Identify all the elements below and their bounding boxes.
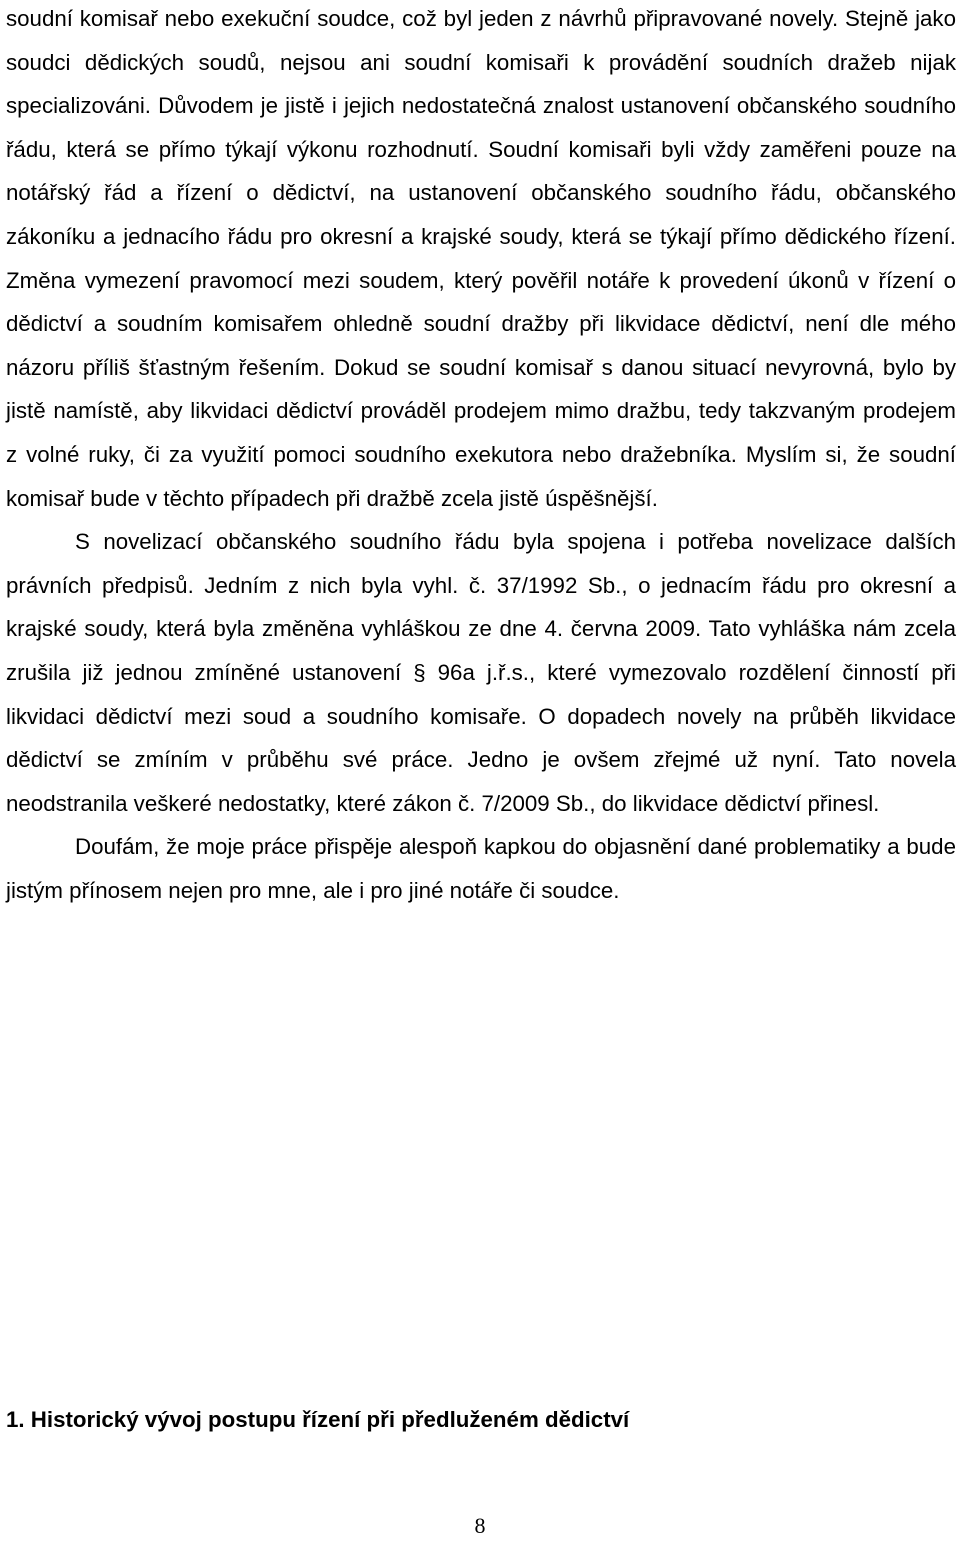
paragraph-conclusion: Doufám, že moje práce přispěje alespoň kapkou do objasnění dané problematiky a bude jistým přínosem nejen pro mne, ale i pro jiné notáře či soudce. (6, 834, 956, 903)
section-heading: 1. Historický vývoj postupu řízení při předluženém dědictví (6, 1407, 630, 1432)
page-number: 8 (474, 1513, 486, 1538)
paragraph-novelization: S novelizací občanského soudního řádu byla spojena i potřeba novelizace dalších právních předpisů. Jedním z nich byla vyhl. č. 37/1992 Sb., o jednacím řádu pro okresní a krajské soudy, která byla změněna vyhláškou ze dne 4. června 2009. Tato vyhláška nám zcela zrušila již jednou zmíněné ustanovení § 96a j.ř.s., které vymezovalo rozdělení činností při likvidaci dědictví mezi soud a soudního komisaře. O dopadech novely na průběh likvidace dědictví se zmíním v průběhu své práce. Jedno je ovšem zřejmé už nyní. Tato novela neodstranila veškeré nedostatky, které zákon č. 7/2009 Sb., do likvidace dědictví přinesl. (6, 529, 956, 816)
document-body (6, 0, 956, 912)
paragraph-continuation: soudní komisař nebo exekuční soudce, což byl jeden z návrhů připravované novely. Stejně jako soudci dědických soudů, nejsou ani soudní komisaři k provádění soudních dražeb nijak specializováni. Důvodem je jistě i jejich nedostatečná znalost ustanovení občanského soudního řádu, která se přímo týkají výkonu rozhodnutí. Soudní komisaři byli vždy zaměřeni pouze na notářský řád a řízení o dědictví, na ustanovení občanského soudního řádu, občanského zákoníku a jednacího řádu pro okresní a krajské soudy, která se týkají přímo dědického řízení. Změna vymezení pravomocí mezi soudem, který pověřil notáře k provedení úkonů v řízení o dědictví a soudním komisařem ohledně soudní dražby při likvidace dědictví, není dle mého názoru příliš šťastným řešením. Dokud se soudní komisař s danou situací nevyrovná, bylo by jistě namístě, aby likvidaci dědictví prováděl prodejem mimo dražbu, tedy takzvaným prodejem z volné ruky, či za využití pomoci soudního exekutora nebo dražebníka. Myslím si, že soudní komisař bude v těchto případech při dražbě zcela jistě úspěšnější. (6, 6, 956, 511)
